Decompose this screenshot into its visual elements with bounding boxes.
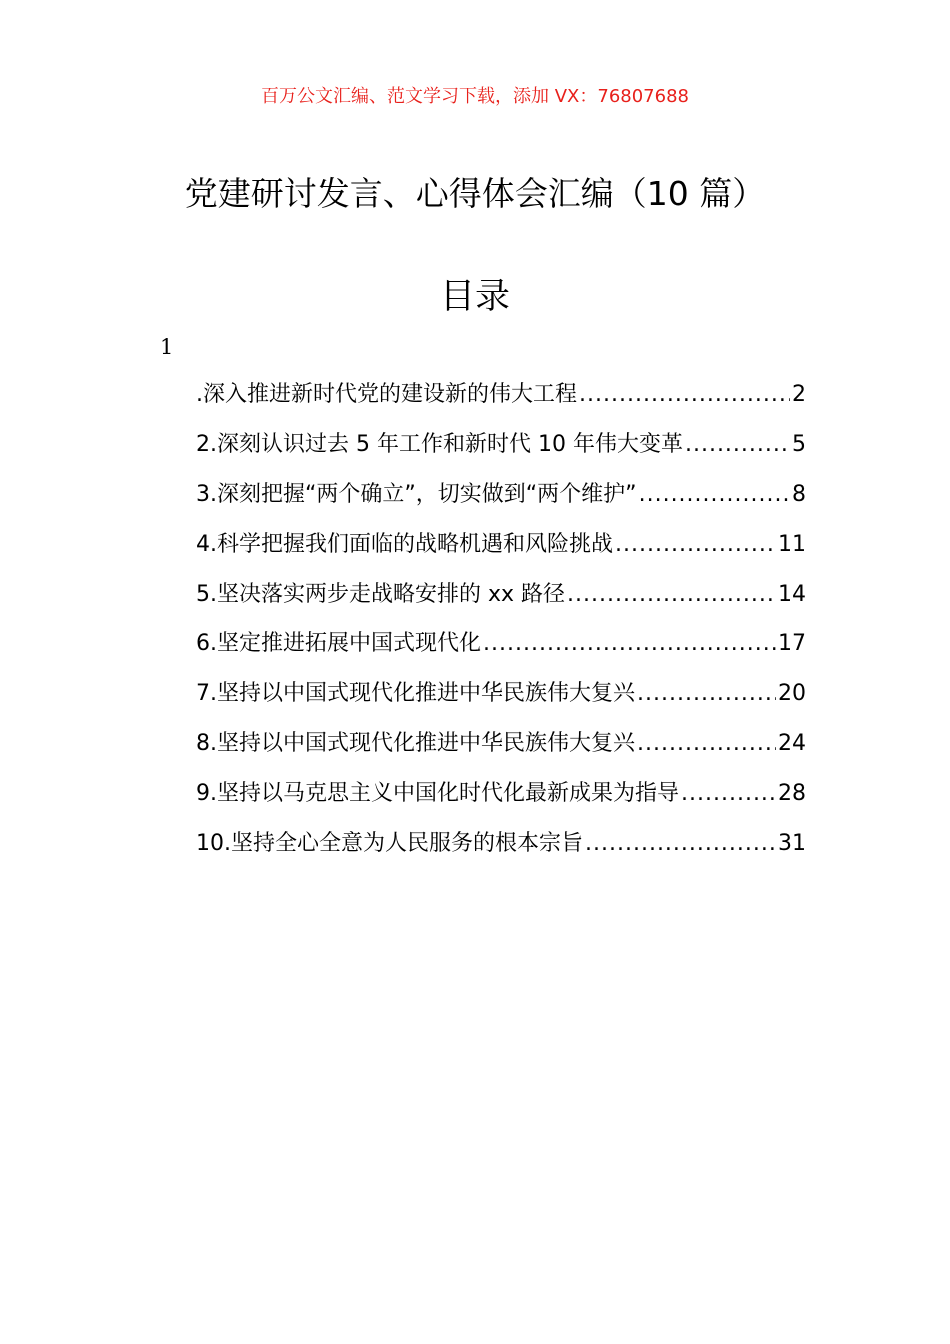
toc-entry-page: 31	[778, 831, 806, 857]
toc-leader-dots	[567, 576, 776, 614]
toc-leader-dots	[637, 675, 776, 713]
toc-entry-page: 17	[778, 631, 806, 657]
toc-entry-5[interactable]	[196, 576, 806, 626]
toc-entry-3[interactable]	[196, 476, 806, 526]
toc-leader-dots	[639, 476, 790, 514]
toc-entry-page: 14	[778, 581, 806, 607]
header-note: 百万公文汇编、范文学习下载，添加 VX：76807688	[261, 86, 689, 107]
toc-entry-7[interactable]	[196, 675, 806, 725]
toc-entry-title: 6.坚定推进拓展中国式现代化	[196, 631, 481, 657]
toc-leader-dots	[615, 526, 776, 564]
toc-leader-dots	[483, 625, 776, 663]
toc-leader-dots	[579, 376, 790, 414]
toc-entry-page: 20	[778, 681, 806, 707]
toc-entry-title: 9.坚持以马克思主义中国化时代化最新成果为指导	[196, 781, 679, 807]
toc-entry-title: 3.深刻把握“两个确立”，切实做到“两个维护”	[196, 481, 637, 507]
document-title: 党建研讨发言、心得体会汇编（10 篇）	[184, 174, 766, 213]
toc-leader-dots	[637, 725, 776, 763]
toc-entry-page: 11	[778, 531, 806, 557]
toc-entry-6[interactable]	[196, 625, 806, 675]
toc-entry-page: 5	[792, 431, 806, 457]
toc-entry-title: 7.坚持以中国式现代化推进中华民族伟大复兴	[196, 681, 635, 707]
toc-entry-title: 10.坚持全心全意为人民服务的根本宗旨	[196, 831, 583, 857]
toc-entry-title: 4.科学把握我们面临的战略机遇和风险挑战	[196, 531, 613, 557]
toc-entry-1[interactable]	[196, 376, 806, 426]
stray-number: 1	[160, 335, 174, 359]
toc-entry-title: 2.深刻认识过去 5 年工作和新时代 10 年伟大变革	[196, 431, 683, 457]
toc-entry-2[interactable]	[196, 426, 806, 476]
toc-heading: 目录	[439, 277, 510, 317]
toc-entry-page: 28	[778, 781, 806, 807]
toc-entry-title: 8.坚持以中国式现代化推进中华民族伟大复兴	[196, 731, 635, 757]
toc-entry-page: 24	[778, 731, 806, 757]
toc-entry-4[interactable]	[196, 526, 806, 576]
toc-entry-10[interactable]	[196, 825, 806, 875]
toc-leader-dots	[585, 825, 776, 863]
toc-entry-page: 8	[792, 481, 806, 507]
toc-entry-9[interactable]	[196, 775, 806, 825]
toc-entry-title: 5.坚决落实两步走战略安排的 xx 路径	[196, 581, 566, 607]
toc-leader-dots	[685, 426, 790, 464]
toc-entry-page: 2	[792, 382, 806, 407]
toc-entry-8[interactable]	[196, 725, 806, 775]
table-of-contents	[196, 376, 806, 875]
toc-leader-dots	[681, 775, 776, 813]
toc-entry-title: .深入推进新时代党的建设新的伟大工程	[196, 382, 577, 407]
